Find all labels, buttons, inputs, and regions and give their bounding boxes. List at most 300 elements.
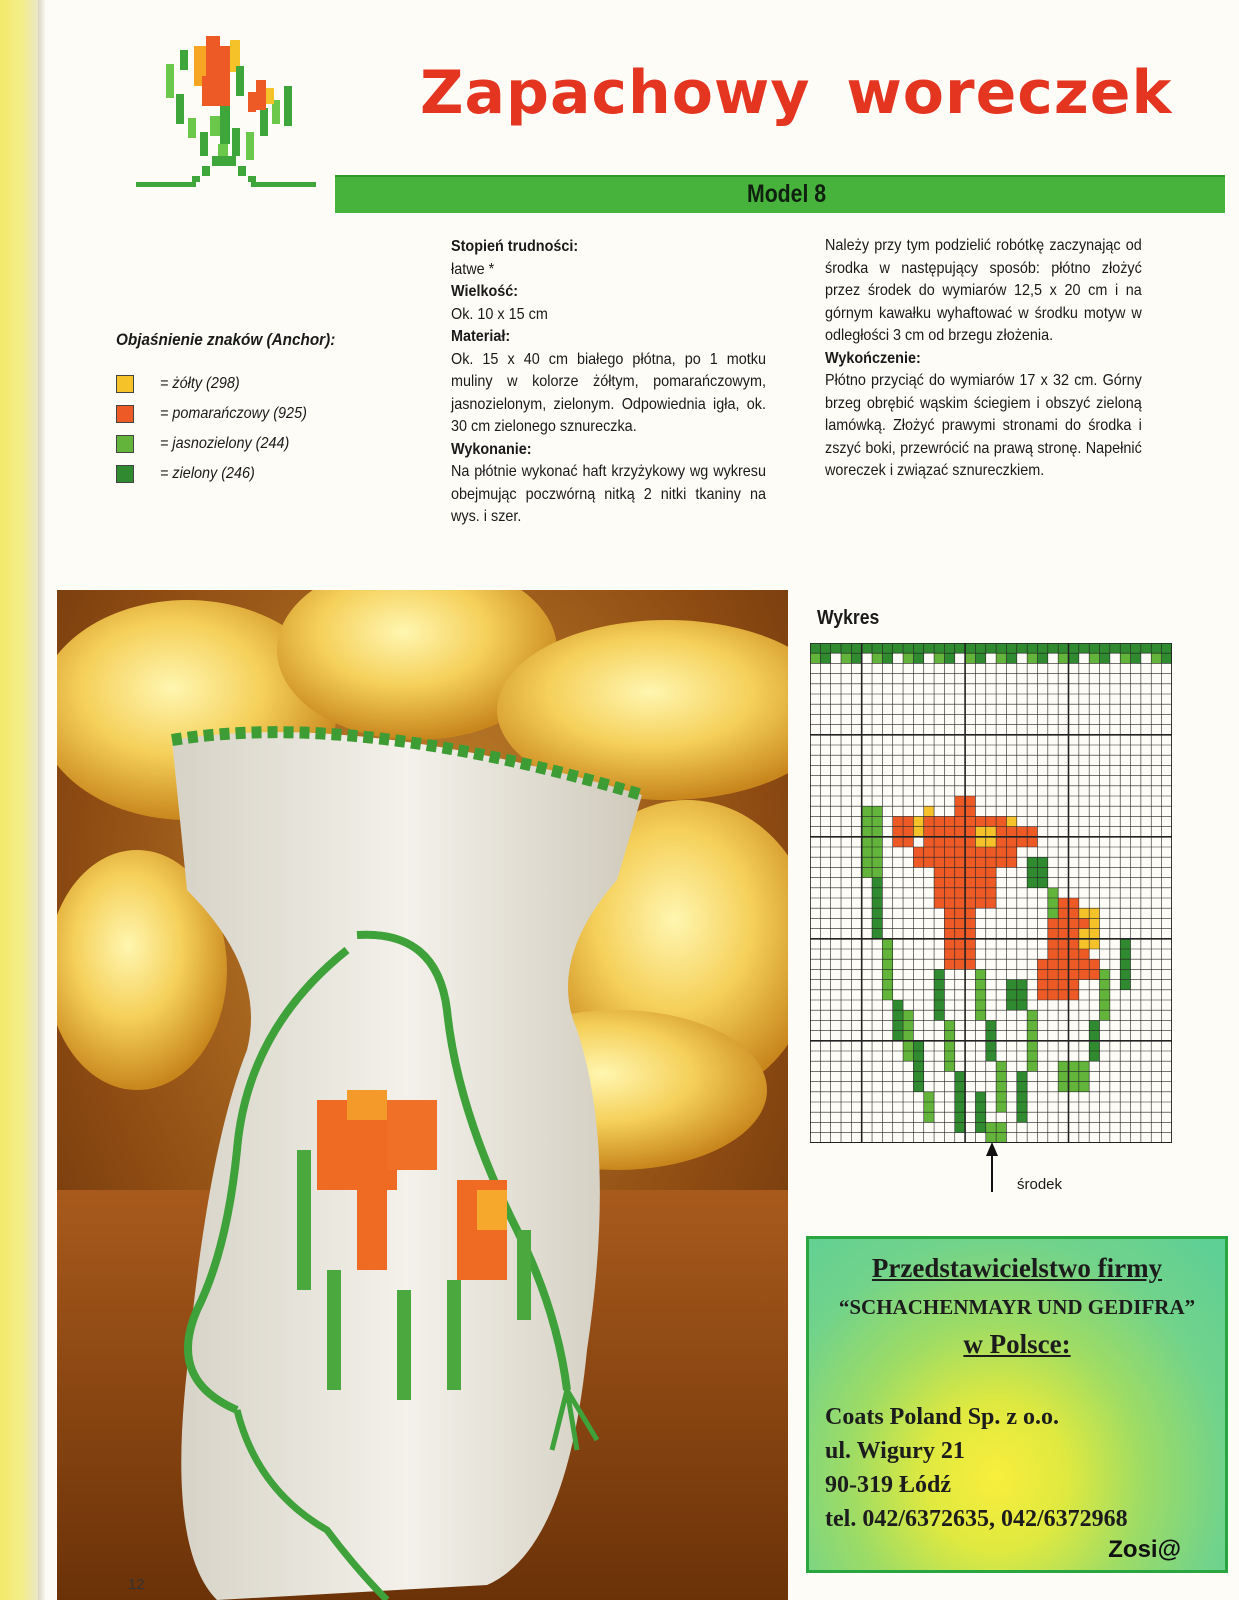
stitch-cell	[1162, 643, 1172, 653]
stitch-cell	[1027, 837, 1037, 847]
stitch-cell	[862, 857, 872, 867]
stitch-cell	[965, 643, 975, 653]
stitch-cell	[975, 1102, 985, 1112]
stitch-cell	[1151, 653, 1161, 663]
stitch-cell	[944, 847, 954, 857]
stitch-cell	[934, 898, 944, 908]
color-swatch	[116, 375, 134, 393]
stitch-cell	[944, 908, 954, 918]
stitch-cell	[1048, 888, 1058, 898]
stitch-cell	[986, 847, 996, 857]
stitch-cell	[1089, 969, 1099, 979]
stitch-cell	[924, 837, 934, 847]
stitch-cell	[975, 1112, 985, 1122]
stitch-cell	[1037, 990, 1047, 1000]
stitch-cell	[975, 653, 985, 663]
stitch-cell	[1089, 908, 1099, 918]
stitch-cell	[975, 1010, 985, 1020]
advert-city: 90-319 Łódź	[825, 1472, 951, 1498]
stitch-cell	[1089, 1020, 1099, 1030]
stitch-cell	[882, 980, 892, 990]
page-fold-shadow	[38, 0, 46, 1600]
stitch-cell	[944, 857, 954, 867]
stitch-cell	[851, 643, 861, 653]
stitch-cell	[1079, 918, 1089, 928]
section-text: Ok. 10 x 15 cm	[451, 305, 548, 323]
section-text: Płótno przyciąć do wymiarów 17 x 32 cm. Górny brzeg obrębić wąskim ściegiem i obszyć zieloną lamówką. Złożyć prawymi stronami do środka i zszyć boki, przewrócić na prawą stronę. Napełnić woreczek i związać sznureczkiem.	[825, 372, 1142, 479]
stitch-cell	[944, 1061, 954, 1071]
stitch-cell	[955, 816, 965, 826]
stitch-cell	[1141, 643, 1151, 653]
stitch-cell	[965, 878, 975, 888]
stitch-cell	[944, 918, 954, 928]
stitch-cell	[851, 653, 861, 663]
stitch-cell	[1069, 643, 1079, 653]
legend-item	[116, 404, 323, 424]
stitch-cell	[924, 643, 934, 653]
stitch-cell	[944, 827, 954, 837]
stitch-cell	[965, 918, 975, 928]
stitch-cell	[1058, 959, 1068, 969]
stitch-cell	[893, 1010, 903, 1020]
section-text: łatwe *	[451, 260, 495, 278]
stitch-cell	[975, 1092, 985, 1102]
stitch-cell	[1027, 1041, 1037, 1051]
legend-item	[116, 464, 265, 484]
stitch-cell	[1027, 1061, 1037, 1071]
stitch-cell	[1017, 1000, 1027, 1010]
stitch-cell	[975, 1122, 985, 1132]
stitch-cell	[1037, 653, 1047, 663]
stitch-cell	[965, 796, 975, 806]
stitch-cell	[1058, 1082, 1068, 1092]
page-number: 12	[128, 1576, 145, 1593]
stitch-cell	[955, 918, 965, 928]
stitch-cell	[1089, 929, 1099, 939]
stitch-cell	[934, 878, 944, 888]
stitch-cell	[1006, 990, 1016, 1000]
stitch-cell	[810, 643, 820, 653]
stitch-cell	[986, 643, 996, 653]
stitch-cell	[1110, 643, 1120, 653]
stitch-cell	[1079, 1061, 1089, 1071]
stitch-cell	[944, 1020, 954, 1030]
legend-label: = jasnozielony (244)	[160, 435, 290, 452]
stitch-cell	[1006, 643, 1016, 653]
stitch-cell	[1089, 1051, 1099, 1061]
color-swatch	[116, 405, 134, 423]
stitch-cell	[924, 857, 934, 867]
stitch-cell	[1027, 1020, 1037, 1030]
stitch-cell	[965, 888, 975, 898]
stitch-cell	[1017, 643, 1027, 653]
stitch-cell	[1017, 837, 1027, 847]
stitch-cell	[1017, 1071, 1027, 1081]
stitch-cell	[913, 1071, 923, 1081]
stitch-cell	[903, 827, 913, 837]
stitch-cell	[1069, 1082, 1079, 1092]
stitch-cell	[996, 1092, 1006, 1102]
stitch-cell	[1100, 1010, 1110, 1020]
stitch-cell	[965, 908, 975, 918]
section-heading: Wykonanie:	[451, 440, 532, 458]
stitch-cell	[893, 827, 903, 837]
stitch-cell	[996, 653, 1006, 663]
stitch-cell	[1131, 653, 1141, 663]
stitch-cell	[872, 867, 882, 877]
stitch-cell	[893, 1000, 903, 1010]
stitch-cell	[1100, 990, 1110, 1000]
stitch-cell	[1100, 643, 1110, 653]
stitch-cell	[1048, 990, 1058, 1000]
stitch-cell	[903, 837, 913, 847]
stitch-cell	[975, 867, 985, 877]
stitch-cell	[944, 929, 954, 939]
stitch-cell	[944, 949, 954, 959]
stitch-cell	[913, 643, 923, 653]
stitch-cell	[975, 980, 985, 990]
stitch-cell	[913, 1061, 923, 1071]
stitch-cell	[1058, 990, 1068, 1000]
stitch-cell	[1027, 1010, 1037, 1020]
stitch-cell	[872, 898, 882, 908]
stitch-cell	[1058, 918, 1068, 928]
stitch-cell	[986, 827, 996, 837]
stitch-cell	[1058, 939, 1068, 949]
stitch-cell	[1017, 827, 1027, 837]
stitch-cell	[1089, 939, 1099, 949]
section-heading: Stopień trudności:	[451, 238, 579, 255]
stitch-cell	[1069, 990, 1079, 1000]
stitch-cell	[965, 898, 975, 908]
stitch-cell	[924, 1092, 934, 1102]
instructions-column-2	[825, 235, 1142, 483]
stitch-cell	[934, 857, 944, 867]
stitch-cell	[996, 1061, 1006, 1071]
stitch-cell	[996, 1102, 1006, 1112]
stitch-cell	[934, 816, 944, 826]
stitch-cell	[872, 837, 882, 847]
stitch-cell	[1089, 1041, 1099, 1051]
center-arrow-icon	[986, 1142, 998, 1192]
stitch-cell	[1006, 816, 1016, 826]
stitch-cell	[934, 643, 944, 653]
stitch-cell	[893, 837, 903, 847]
stitch-cell	[934, 969, 944, 979]
stitch-cell	[944, 816, 954, 826]
stitch-cell	[862, 867, 872, 877]
stitch-cell	[1079, 969, 1089, 979]
stitch-cell	[1027, 1031, 1037, 1041]
stitch-cell	[955, 806, 965, 816]
stitch-cell	[955, 1102, 965, 1112]
stitch-cell	[996, 643, 1006, 653]
stitch-cell	[1089, 959, 1099, 969]
stitch-cell	[965, 847, 975, 857]
stitch-cell	[1006, 653, 1016, 663]
stitch-cell	[1058, 969, 1068, 979]
stitch-cell	[1048, 949, 1058, 959]
stitch-cell	[903, 643, 913, 653]
stitch-cell	[1058, 653, 1068, 663]
stitch-cell	[872, 878, 882, 888]
stitch-cell	[1037, 959, 1047, 969]
stitch-cell	[955, 959, 965, 969]
stitch-cell	[965, 857, 975, 867]
stitch-cell	[965, 939, 975, 949]
legend-item	[116, 434, 304, 454]
stitch-cell	[924, 1112, 934, 1122]
advert-company: Coats Poland Sp. z o.o.	[825, 1404, 1060, 1430]
stitch-cell	[1048, 908, 1058, 918]
left-color-stripe	[0, 0, 38, 1600]
stitch-cell	[1017, 990, 1027, 1000]
stitch-cell	[986, 837, 996, 847]
stitch-cell	[1100, 1000, 1110, 1010]
stitch-cell	[1069, 1071, 1079, 1081]
section-heading: Materiał:	[451, 328, 511, 345]
stitch-cell	[996, 1071, 1006, 1081]
stitch-cell	[872, 653, 882, 663]
stitch-cell	[975, 1000, 985, 1010]
stitch-cell	[872, 888, 882, 898]
instructions-column-1	[451, 236, 766, 529]
stitch-cell	[1017, 1092, 1027, 1102]
section-text: Należy przy tym podzielić robótkę zaczynając od środka w następujący sposób: płótno złożyć przez środek do wymiarów 12,5 x 20 cm i na górnym kawałku wyhaftować w środku motyw w odległości 3 cm od brzegu złożenia.	[825, 237, 1142, 344]
stitch-cell	[986, 1122, 996, 1132]
stitch-cell	[862, 827, 872, 837]
stitch-cell	[903, 1041, 913, 1051]
stitch-cell	[975, 847, 985, 857]
stitch-cell	[882, 643, 892, 653]
stitch-cell	[1089, 918, 1099, 928]
stitch-cell	[1069, 908, 1079, 918]
stitch-cell	[1089, 1031, 1099, 1041]
stitch-cell	[872, 929, 882, 939]
stitch-cell	[934, 827, 944, 837]
stitch-cell	[1027, 1051, 1037, 1061]
stitch-cell	[1058, 898, 1068, 908]
legend-item	[116, 374, 248, 394]
stitch-cell	[903, 1010, 913, 1020]
stitch-cell	[975, 888, 985, 898]
color-swatch	[116, 465, 134, 483]
stitch-cell	[944, 939, 954, 949]
stitch-cell	[965, 816, 975, 826]
stitch-cell	[862, 847, 872, 857]
stitch-cell	[1162, 653, 1172, 663]
stitch-cell	[1027, 878, 1037, 888]
stitch-cell	[820, 643, 830, 653]
stitch-cell	[944, 1031, 954, 1041]
stitch-cell	[955, 643, 965, 653]
stitch-cell	[1079, 908, 1089, 918]
stitch-cell	[996, 837, 1006, 847]
model-bar	[335, 175, 1225, 213]
stitch-cell	[955, 929, 965, 939]
stitch-cell	[924, 1102, 934, 1112]
stitch-cell	[934, 867, 944, 877]
stitch-cell	[1048, 969, 1058, 979]
stitch-cell	[1100, 980, 1110, 990]
stitch-cell	[934, 1010, 944, 1020]
stitch-cell	[975, 969, 985, 979]
stitch-cell	[882, 969, 892, 979]
stitch-cell	[913, 847, 923, 857]
stitch-cell	[893, 816, 903, 826]
stitch-cell	[1048, 898, 1058, 908]
stitch-cell	[944, 959, 954, 969]
section-text: Na płótnie wykonać haft krzyżykowy wg wykresu obejmując poczwórną nitką 2 nitki tkaniny na wys. i szer.	[451, 463, 766, 525]
stitch-cell	[996, 816, 1006, 826]
stitch-cell	[872, 857, 882, 867]
stitch-cell	[955, 1122, 965, 1132]
stitch-cell	[965, 959, 975, 969]
stitch-cell	[1037, 878, 1047, 888]
stitch-cell	[1017, 980, 1027, 990]
model-label: Model 8	[747, 180, 827, 208]
stitch-cell	[903, 1051, 913, 1061]
stitch-cell	[1006, 857, 1016, 867]
stitch-cell	[882, 949, 892, 959]
stitch-cell	[975, 857, 985, 867]
stitch-cell	[1069, 929, 1079, 939]
stitch-cell	[872, 806, 882, 816]
stitch-cell	[1048, 643, 1058, 653]
center-label: środek	[1017, 1176, 1063, 1193]
stitch-cell	[1027, 867, 1037, 877]
stitch-cell	[944, 643, 954, 653]
stitch-cell	[1089, 643, 1099, 653]
stitch-cell	[1006, 837, 1016, 847]
stitch-cell	[913, 816, 923, 826]
stitch-cell	[924, 827, 934, 837]
stitch-cell	[913, 653, 923, 663]
stitch-cell	[1069, 980, 1079, 990]
advert-subheading: w Polsce:	[963, 1329, 1071, 1359]
stitch-cell	[996, 857, 1006, 867]
stitch-cell	[975, 990, 985, 1000]
stitch-cell	[1048, 980, 1058, 990]
stitch-cell	[934, 837, 944, 847]
stitch-cell	[1017, 1112, 1027, 1122]
stitch-cell	[1058, 1061, 1068, 1071]
stitch-cell	[1058, 643, 1068, 653]
stitch-cell	[965, 837, 975, 847]
stitch-cell	[986, 857, 996, 867]
stitch-cell	[872, 908, 882, 918]
stitch-cell	[1069, 939, 1079, 949]
stitch-cell	[862, 816, 872, 826]
stitch-cell	[955, 939, 965, 949]
stitch-cell	[975, 827, 985, 837]
stitch-cell	[965, 806, 975, 816]
stitch-cell	[965, 653, 975, 663]
stitch-cell	[1058, 929, 1068, 939]
stitch-cell	[1120, 980, 1130, 990]
stitch-cell	[893, 1031, 903, 1041]
stitch-cell	[1079, 949, 1089, 959]
stitch-cell	[1006, 980, 1016, 990]
stitch-cell	[944, 878, 954, 888]
stitch-cell	[955, 908, 965, 918]
stitch-cells	[810, 643, 1172, 1143]
stitch-cell	[1048, 939, 1058, 949]
stitch-cell	[955, 796, 965, 806]
stitch-cell	[913, 1082, 923, 1092]
stitch-cell	[934, 1000, 944, 1010]
stitch-cell	[913, 1051, 923, 1061]
stitch-cell	[944, 1051, 954, 1061]
stitch-cell	[1151, 643, 1161, 653]
stitch-cell	[986, 878, 996, 888]
advert-phone: tel. 042/6372635, 042/6372968	[825, 1506, 1128, 1532]
stitch-cell	[1079, 1082, 1089, 1092]
stitch-cell	[882, 959, 892, 969]
stitch-cell	[1069, 918, 1079, 928]
stitch-cell	[955, 898, 965, 908]
stitch-cell	[862, 806, 872, 816]
stitch-cell	[986, 1041, 996, 1051]
stitch-cell	[1079, 643, 1089, 653]
stitch-cell	[986, 1020, 996, 1030]
stitch-cell	[1058, 949, 1068, 959]
stitch-cell	[924, 806, 934, 816]
legend-title: Objaśnienie znaków (Anchor):	[116, 330, 336, 349]
stitch-cell	[986, 867, 996, 877]
advert-street: ul. Wigury 21	[825, 1438, 965, 1464]
stitch-cell	[975, 816, 985, 826]
stitch-cell	[1006, 1000, 1016, 1010]
stitch-cell	[882, 939, 892, 949]
stitch-cell	[934, 990, 944, 1000]
stitch-cell	[955, 888, 965, 898]
stitch-cell	[1048, 959, 1058, 969]
chart-label: Wykres	[817, 607, 880, 629]
stitch-cell	[1006, 827, 1016, 837]
legend-label: = zielony (246)	[160, 465, 255, 482]
stitch-cell	[1027, 857, 1037, 867]
stitch-cell	[1006, 847, 1016, 857]
stitch-cell	[1037, 643, 1047, 653]
section-heading: Wykończenie:	[825, 349, 921, 367]
stitch-cell	[820, 653, 830, 663]
stitch-cell	[1058, 980, 1068, 990]
stitch-cell	[841, 643, 851, 653]
stitch-cell	[872, 847, 882, 857]
stitch-cell	[1131, 643, 1141, 653]
stitch-cell	[1120, 969, 1130, 979]
stitch-cell	[934, 653, 944, 663]
stitch-cell	[831, 643, 841, 653]
stitch-cell	[903, 816, 913, 826]
stitch-cell	[1120, 653, 1130, 663]
color-swatch	[116, 435, 134, 453]
stitch-cell	[944, 898, 954, 908]
stitch-cell	[913, 1041, 923, 1051]
stitch-cell	[996, 847, 1006, 857]
stitch-cell	[1058, 1071, 1068, 1081]
stitch-cell	[1017, 1082, 1027, 1092]
stitch-cell	[944, 837, 954, 847]
stitch-cell	[934, 847, 944, 857]
stitch-cell	[1100, 653, 1110, 663]
stitch-cell	[924, 847, 934, 857]
stitch-cell	[841, 653, 851, 663]
stitch-cell	[975, 878, 985, 888]
stitch-cell	[996, 1082, 1006, 1092]
stitch-cell	[986, 816, 996, 826]
